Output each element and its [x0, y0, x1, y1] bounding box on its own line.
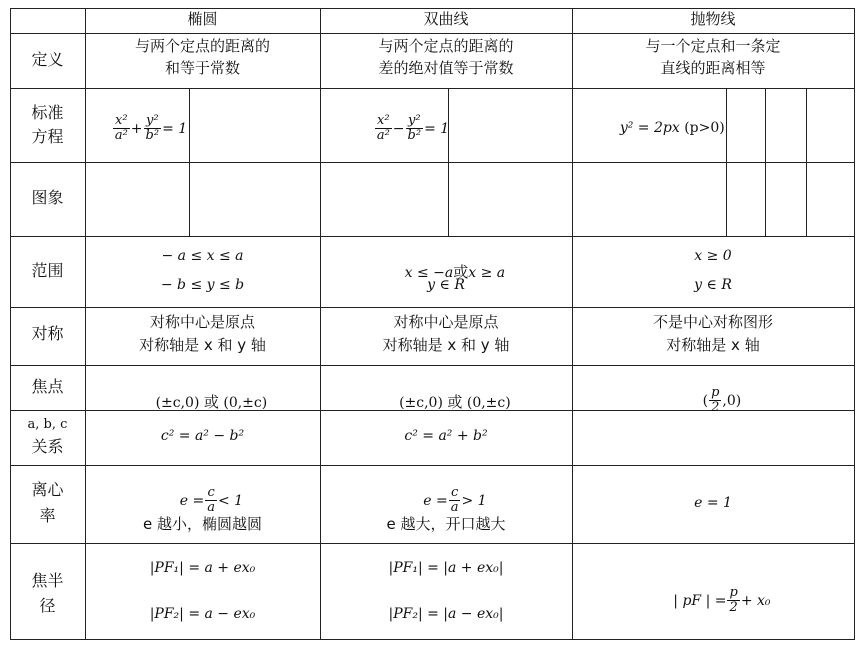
focal-radius-parabola: | pF | = $\frac{p}{2}$ + x₀	[673, 585, 771, 616]
grid-line	[806, 88, 807, 236]
grid-line	[10, 8, 855, 9]
grid-line	[726, 88, 727, 236]
row-label-eccentricity-line2: 率	[39, 506, 56, 525]
symmetry-parabola-line2: 对称轴是 x 轴	[666, 336, 760, 354]
grid-line	[10, 33, 855, 34]
abc-hyperbola: c² = a² + b²	[404, 428, 488, 444]
focal-radius-hyperbola-1: |PF₁| = |a + ex₀|	[388, 560, 504, 576]
eccentricity-hyperbola: e = $\frac{c}{a}$ > 1	[423, 485, 487, 516]
symmetry-hyperbola-line1: 对称中心是原点	[393, 313, 499, 331]
grid-line	[765, 88, 766, 236]
row-label-eccentricity-line1: 离心	[31, 480, 64, 499]
range-hyperbola-y: y ∈ R	[427, 277, 465, 293]
grid-line	[10, 8, 11, 640]
grid-line	[10, 639, 855, 640]
grid-line	[10, 543, 855, 544]
row-label-graph: 图象	[31, 188, 64, 207]
grid-line	[10, 365, 855, 366]
range-parabola-y: y ∈ R	[694, 277, 732, 293]
grid-line	[10, 236, 855, 237]
definition-parabola-line1: 与一个定点和一条定	[645, 37, 781, 55]
focal-radius-ellipse-2: |PF₂| = a − ex₀	[149, 606, 256, 622]
grid-line	[854, 8, 855, 640]
definition-ellipse-line2: 和等于常数	[164, 59, 240, 77]
row-label-abc-line2: 关系	[31, 437, 64, 456]
row-label-equation-line2: 方程	[31, 127, 64, 146]
equation-hyperbola: $\frac{\text{x²}}{\text{a²}}$ − $\frac{\text{y²}}{\text{b²}}$ = 1	[376, 113, 450, 144]
row-label-range: 范围	[31, 261, 64, 280]
row-label-focus: 焦点	[31, 377, 64, 396]
eccentricity-hyperbola-note: e 越大，开口越大	[386, 515, 506, 533]
definition-hyperbola-line1: 与两个定点的距离的	[378, 37, 514, 55]
equation-parabola: y² = 2px (p>0)	[619, 120, 725, 137]
eccentricity-parabola: e = 1	[694, 495, 732, 511]
header-hyperbola: 双曲线	[423, 10, 469, 28]
range-parabola-x: x ≥ 0	[694, 248, 732, 264]
grid-line	[10, 88, 855, 89]
definition-ellipse-line1: 与两个定点的距离的	[134, 37, 270, 55]
header-parabola: 抛物线	[690, 10, 736, 28]
row-label-definition: 定义	[31, 50, 64, 69]
row-label-focal-radius-line1: 焦半	[31, 571, 64, 590]
symmetry-parabola-line1: 不是中心对称图形	[652, 313, 773, 331]
grid-line	[10, 162, 855, 163]
eccentricity-ellipse-note: e 越小，椭圆越圆	[143, 515, 262, 533]
symmetry-hyperbola-line2: 对称轴是 x 和 y 轴	[382, 336, 510, 354]
focus-ellipse: (±c,0) 或 (0,±c)	[155, 393, 268, 412]
row-label-symmetry: 对称	[31, 324, 64, 343]
header-ellipse: 椭圆	[187, 10, 218, 28]
focal-radius-ellipse-1: |PF₁| = a + ex₀	[149, 560, 256, 576]
range-ellipse-x: − a ≤ x ≤ a	[161, 248, 244, 264]
symmetry-ellipse-line1: 对称中心是原点	[149, 313, 255, 331]
abc-ellipse: c² = a² − b²	[160, 428, 245, 444]
eccentricity-ellipse: e = $\frac{c}{a}$ < 1	[179, 485, 244, 516]
grid-line	[10, 465, 855, 466]
grid-line	[10, 307, 855, 308]
grid-line	[189, 88, 190, 236]
focal-radius-hyperbola-2: |PF₂| = |a − ex₀|	[388, 606, 504, 622]
definition-hyperbola-line2: 差的绝对值等于常数	[378, 59, 514, 77]
focus-hyperbola: (±c,0) 或 (0,±c)	[399, 393, 511, 412]
equation-ellipse: $\frac{\text{x²}}{\text{a²}}$ + $\frac{\text{y²}}{\text{b²}}$ = 1	[114, 113, 188, 144]
definition-parabola-line2: 直线的距离相等	[660, 59, 766, 77]
row-label-focal-radius-line2: 径	[39, 596, 56, 615]
focus-parabola: ( $\frac{p}{2}$ ,0)	[702, 385, 742, 416]
row-label-equation-line1: 标准	[31, 103, 64, 122]
range-hyperbola-x: x ≤ −a或x ≥ a	[404, 263, 506, 282]
range-ellipse-y: − b ≤ y ≤ b	[160, 277, 245, 293]
row-label-abc-line1: a, b, c	[27, 417, 68, 432]
symmetry-ellipse-line2: 对称轴是 x 和 y 轴	[139, 336, 266, 354]
